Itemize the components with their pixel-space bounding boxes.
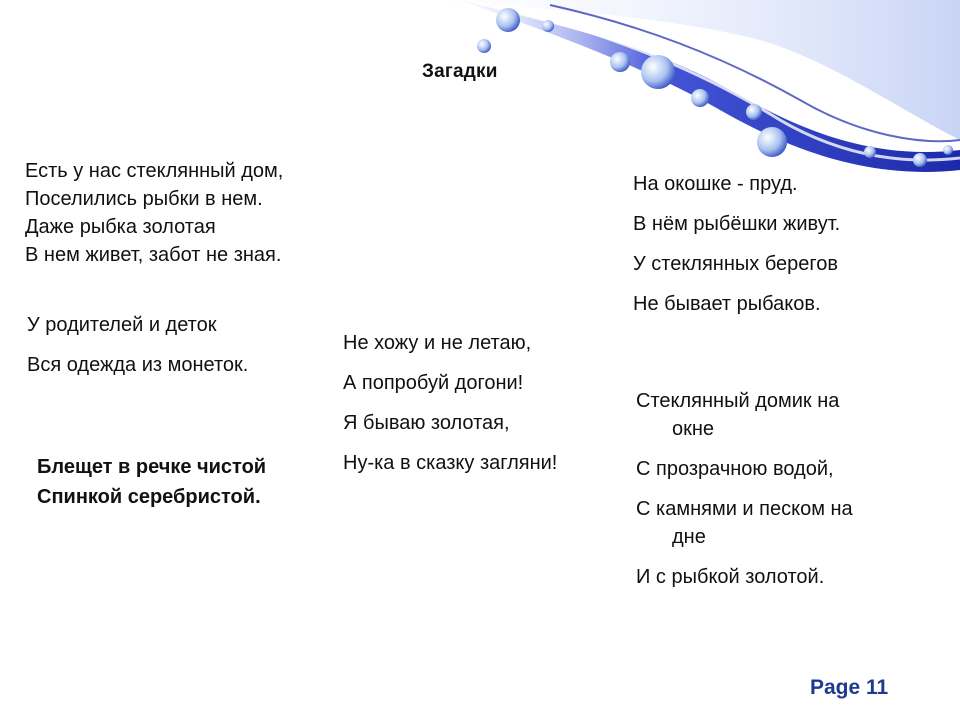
riddle-line: С камнями и песком на <box>636 498 853 520</box>
riddle-line: Не хожу и не летаю, <box>343 332 532 354</box>
riddle-aquarium <box>25 157 283 269</box>
riddle-goldfish <box>343 329 557 489</box>
riddle-line: Даже рыбка золотая <box>25 216 216 238</box>
riddle-line: На окошке - пруд. <box>633 173 798 195</box>
riddle-line-continued: дне <box>672 526 706 548</box>
riddle-line: А попробуй догони! <box>343 372 524 394</box>
riddle-line: В нём рыбёшки живут. <box>633 213 841 235</box>
riddle-line: Ну-ка в сказку загляни! <box>343 452 558 474</box>
riddle-line: У родителей и деток <box>27 314 217 336</box>
riddle-line-continued: окне <box>672 418 715 440</box>
riddle-fish-bold <box>37 452 266 512</box>
riddle-line: Поселились рыбки в нем. <box>25 188 263 210</box>
riddle-line: Блещет в речке чистой <box>37 456 267 478</box>
riddle-line: С прозрачною водой, <box>636 458 834 480</box>
riddle-pond-window <box>633 170 840 330</box>
riddle-line: Не бывает рыбаков. <box>633 293 821 315</box>
riddle-line: У стеклянных берегов <box>633 253 839 275</box>
water-wave-decoration <box>400 0 960 190</box>
riddle-line: Стеклянный домик на <box>636 390 840 412</box>
riddle-line: Есть у нас стеклянный дом, <box>25 160 284 182</box>
riddle-fish-scales <box>27 311 248 391</box>
riddle-line: Спинкой серебристой. <box>37 486 261 508</box>
riddle-line: Вся одежда из монеток. <box>27 354 249 376</box>
riddle-line: В нем живет, забот не зная. <box>25 244 282 266</box>
page-number: Page 11 <box>810 676 889 699</box>
riddle-line: Я бываю золотая, <box>343 412 510 434</box>
riddle-glass-house <box>636 387 853 603</box>
slide-title: Загадки <box>422 61 498 82</box>
riddle-line: И с рыбкой золотой. <box>636 566 825 588</box>
